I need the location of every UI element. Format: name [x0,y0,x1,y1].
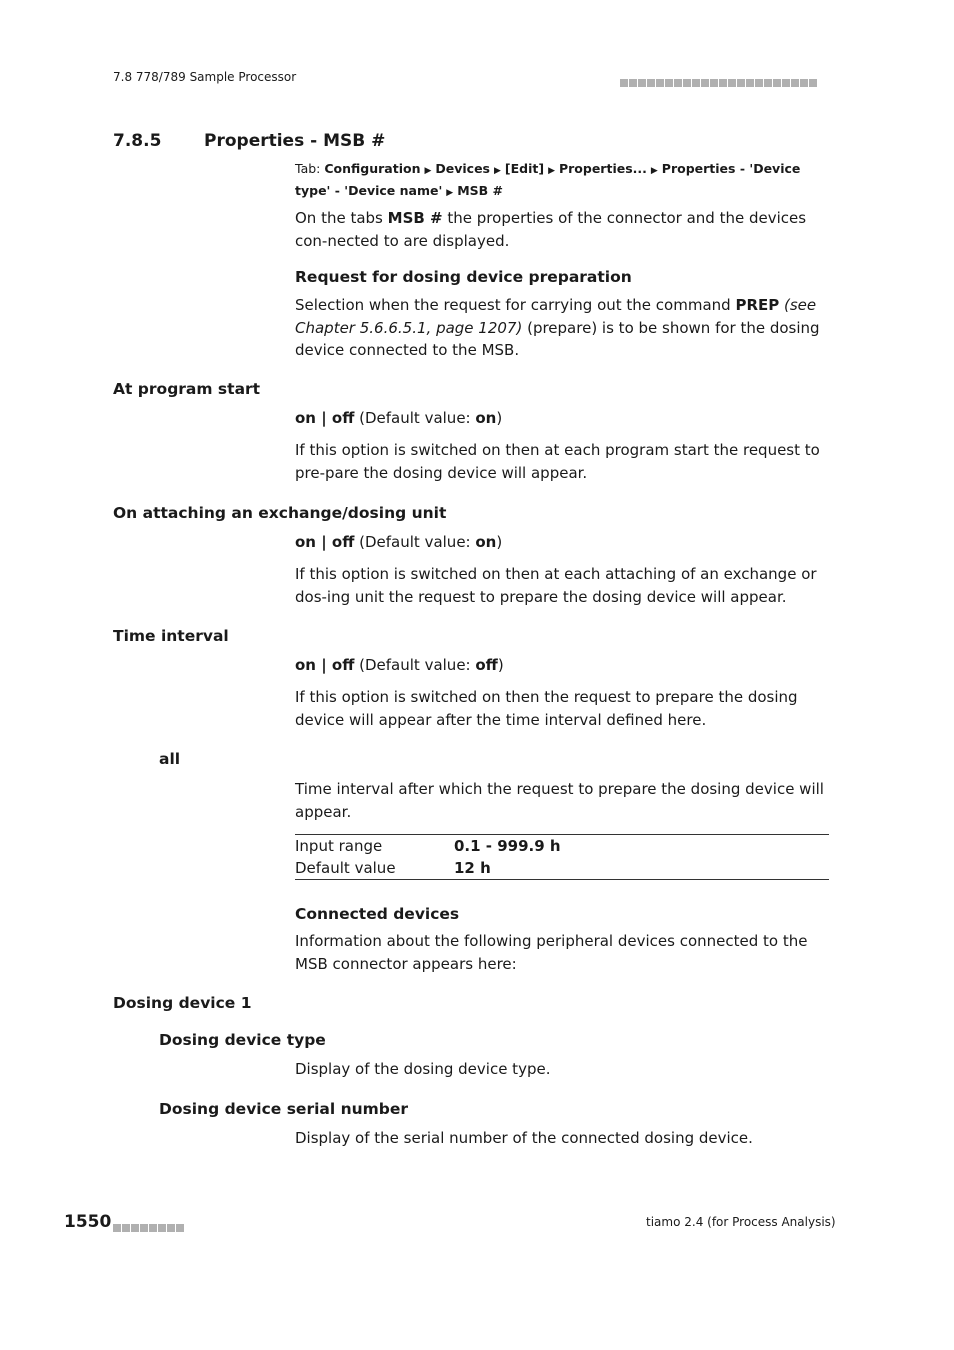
section-number: 7.8.5 [113,131,162,151]
intro-paragraph: On the tabs MSB # the properties of the connector and the devices con-nected to are displayed. [295,209,807,250]
table-row [295,857,829,879]
header-section-ref: 7.8 778/789 Sample Processor [113,70,297,84]
all-heading: all [159,750,181,768]
dosing-device-type-heading: Dosing device type [159,1031,326,1049]
tab-path-prefix: Tab: [295,161,325,176]
dosing-device-serial-description: Display of the serial number of the connected dosing device. [295,1129,753,1147]
connected-description: Information about the following peripheral devices connected to the MSB connector appears here: [295,932,808,973]
time-interval-heading: Time interval [113,627,229,645]
attaching-options: on | off (Default value: on) [295,533,503,551]
arrow-icon: ▶ [548,166,555,176]
footer-decoration [113,1217,185,1236]
table-key: Input range [295,837,383,855]
connected-heading: Connected devices [295,905,460,923]
tab-path-device-properties: Properties - 'Device type' - 'Device name' [295,161,801,198]
table-key: Default value [295,859,396,877]
attaching-heading: On attaching an exchange/dosing unit [113,504,447,522]
footer-product: tiamo 2.4 (for Process Analysis) [646,1215,836,1229]
program-start-options: on | off (Default value: on) [295,409,503,427]
header-decoration [620,72,818,91]
tab-path-properties: Properties... [558,161,647,176]
dosing-device-serial-heading: Dosing device serial number [159,1100,409,1118]
page-number: 1550 [64,1212,112,1232]
tab-path-edit: [Edit] [504,161,545,176]
tab-path-devices: Devices [435,161,490,176]
section-title: Properties - MSB # [204,131,386,151]
parameter-table [295,834,829,880]
arrow-icon: ▶ [424,166,432,176]
tab-path-msb: MSB # [457,183,503,198]
dosing-device-1-heading: Dosing device 1 [113,994,252,1012]
attaching-description: If this option is switched on then at each attaching of an exchange or dos-ing unit the request to prepare the dosing device will appear. [295,565,817,606]
table-value: 12 h [454,859,491,877]
arrow-icon: ▶ [446,188,454,198]
all-description: Time interval after which the request to prepare the dosing device will appear. [295,780,824,821]
table-value: 0.1 - 999.9 h [454,837,561,855]
program-start-heading: At program start [113,380,261,398]
time-interval-options: on | off (Default value: off) [295,656,504,674]
table-row [295,835,829,857]
arrow-icon: ▶ [493,166,501,176]
tab-path-configuration: Configuration [324,161,421,176]
arrow-icon: ▶ [650,166,658,176]
dosing-device-type-description: Display of the dosing device type. [295,1060,551,1078]
program-start-description: If this option is switched on then at each program start the request to pre-pare the dosing device will appear. [295,441,820,482]
time-interval-description: If this option is switched on then the request to prepare the dosing device will appear after the time interval defined here. [295,688,798,729]
request-paragraph: Selection when the request for carrying out the command PREP (see Chapter 5.6.6.5.1, page 1207) (prepare) is to be shown for the dosing device connected to the MSB. [295,296,820,359]
request-heading: Request for dosing device preparation [295,268,632,286]
tab-path [295,159,835,203]
